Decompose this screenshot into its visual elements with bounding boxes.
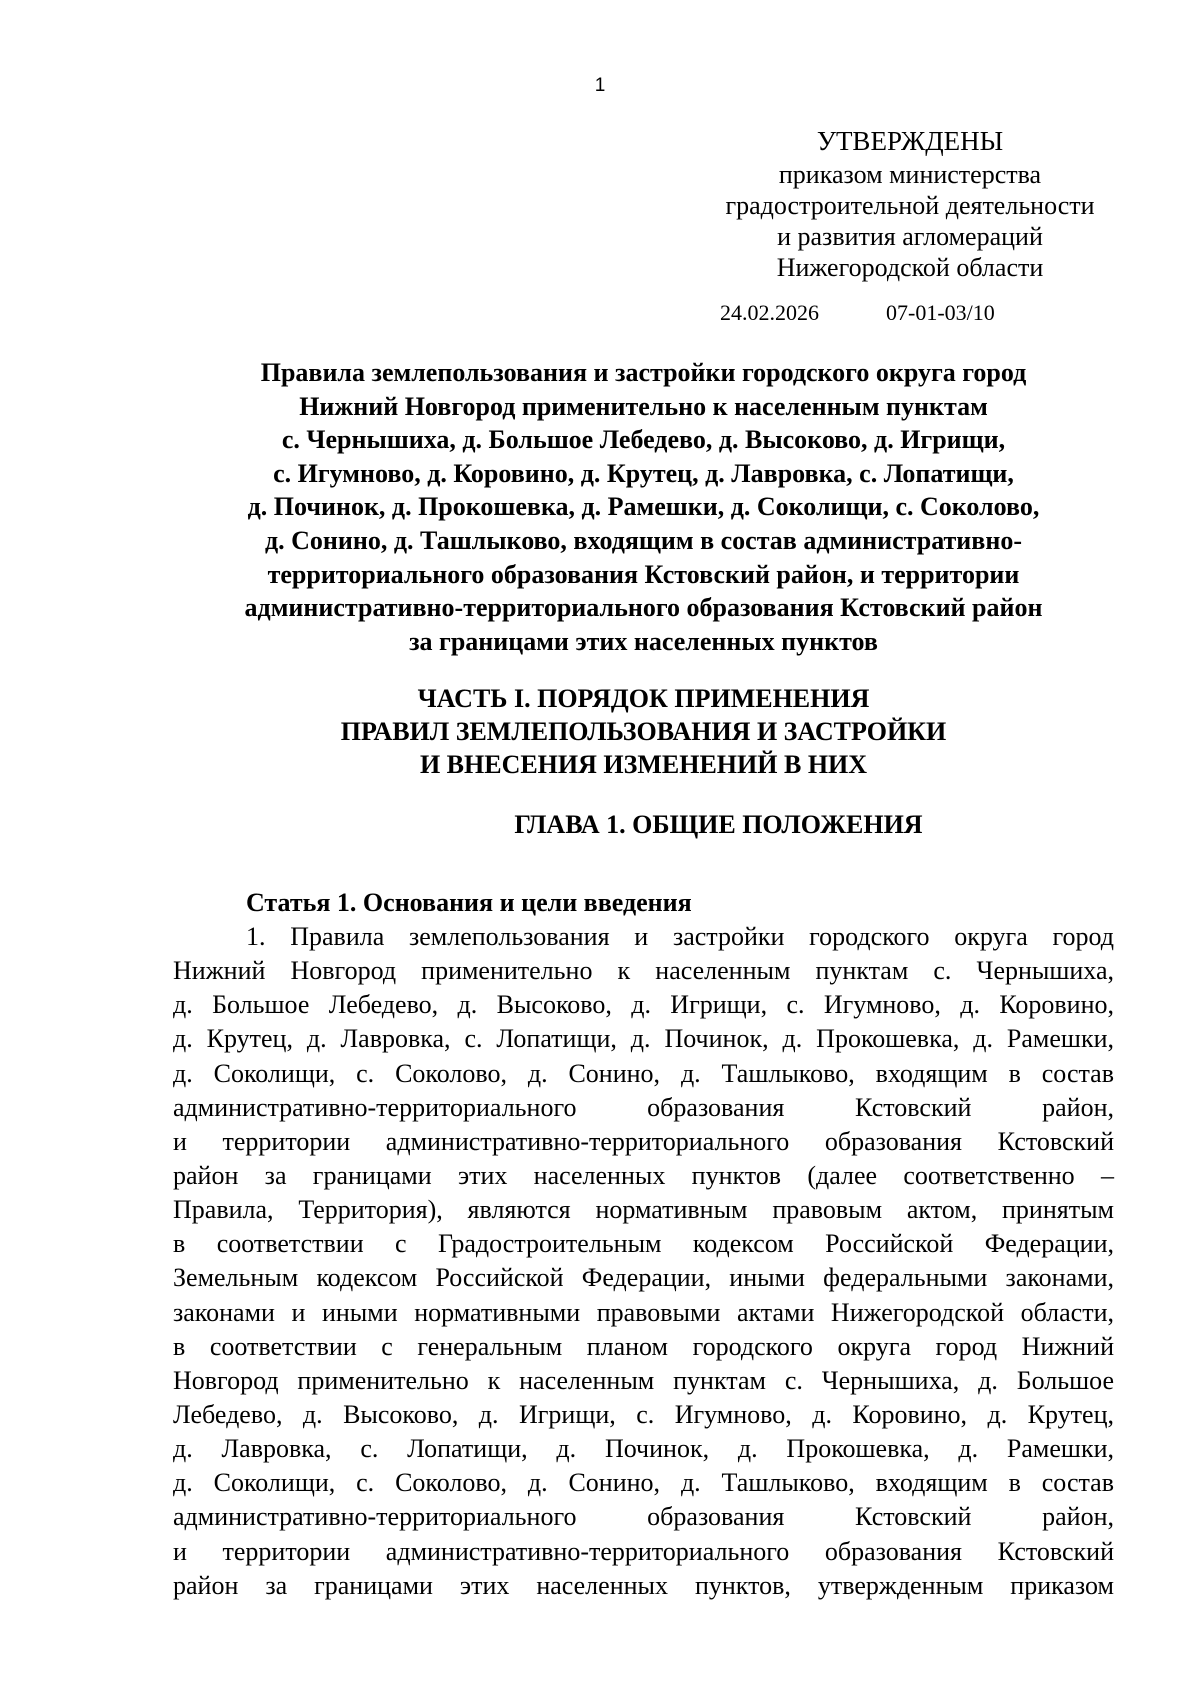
approval-stamp-block [690,126,1130,283]
body-line: д. Лавровка, с. Лопатищи, д. Починок, д. Прокошевка, д. Рамешки, [173,1434,1114,1464]
body-line: 1. Правила землепользования и застройки городского округа город [246,922,1114,951]
page-number: 1 [594,75,606,96]
title-line: с. Чернышиха, д. Большое Лебедево, д. Высоково, д. Игрищи, [281,425,1006,455]
part-heading [170,682,1117,781]
body-line: Правила, Территория), являются нормативным правовым актом, принятым [173,1195,1114,1225]
body-line: административно-территориального образования Кстовский район, [173,1092,1114,1122]
title-line: Нижний Новгород применительно к населенным пунктам [299,391,988,421]
approval-line: градостроительной деятельности [725,191,1095,220]
body-line: д. Соколищи, с. Соколово, д. Сонино, д. Ташлыково, входящим в состав [173,1058,1114,1088]
approval-line: приказом министерства [778,160,1042,189]
title-line: с. Игумново, д. Коровино, д. Крутец, д. Лавровка, с. Лопатищи, [273,458,1014,488]
body-line: законами и иными нормативными правовыми актами Нижегородской области, [173,1297,1114,1327]
body-line: Нижний Новгород применительно к населенным пунктам с. Чернышиха, [173,956,1114,986]
body-line: район за границами этих населенных пунктов (далее соответственно – [173,1160,1114,1190]
approval-line: и развития агломераций [777,222,1043,251]
title-line: за границами этих населенных пунктов [409,626,878,656]
approval-line: Нижегородской области [776,253,1044,282]
body-line: административно-территориального образования Кстовский район, [173,1502,1114,1532]
body-line: район за границами этих населенных пунктов, утвержденным приказом [173,1570,1114,1600]
title-line: д. Сонино, д. Ташлыково, входящим в состав административно- [265,525,1022,555]
title-line: административно-территориального образования Кстовский район [244,593,1043,623]
order-number: 07-01-03/10 [886,300,995,325]
body-line: в соответствии с Градостроительным кодексом Российской Федерации, [173,1229,1114,1259]
title-line: д. Починок, д. Прокошевка, д. Рамешки, д. Соколищи, с. Соколово, [247,492,1040,522]
order-date: 24.02.2026 [720,300,819,325]
part-heading-line: ЧАСТЬ I. ПОРЯДОК ПРИМЕНЕНИЯ [417,684,870,713]
body-line: и территории административно-территориального образования Кстовский [173,1536,1114,1566]
body-line: Лебедево, д. Высоково, д. Игрищи, с. Игумново, д. Коровино, д. Крутец, [173,1399,1114,1429]
body-line: и территории административно-территориального образования Кстовский [173,1126,1114,1156]
approval-meta [720,300,1120,326]
title-line: территориального образования Кстовский район, и территории [267,559,1020,589]
article-body [173,920,1114,1603]
article-heading: Статья 1. Основания и цели введения [246,888,692,917]
approval-heading: УТВЕРЖДЕНЫ [816,126,1004,156]
body-line: д. Крутец, д. Лавровка, с. Лопатищи, д. Починок, д. Прокошевка, д. Рамешки, [173,1024,1114,1054]
chapter-heading: ГЛАВА 1. ОБЩИЕ ПОЛОЖЕНИЯ [514,810,923,839]
part-heading-line: И ВНЕСЕНИЯ ИЗМЕНЕНИЙ В НИХ [419,750,868,779]
body-line: Земельным кодексом Российской Федерации, иными федеральными законами, [173,1263,1114,1293]
body-line: в соответствии с генеральным планом городского округа город Нижний [173,1331,1114,1361]
part-heading-line: ПРАВИЛ ЗЕМЛЕПОЛЬЗОВАНИЯ И ЗАСТРОЙКИ [340,717,947,746]
body-line: Новгород применительно к населенным пунктам с. Чернышиха, д. Большое [173,1365,1114,1395]
title-line: Правила землепользования и застройки городского округа город [260,358,1027,387]
body-line: д. Большое Лебедево, д. Высоково, д. Игрищи, с. Игумново, д. Коровино, [173,990,1114,1020]
body-line: д. Соколищи, с. Соколово, д. Сонино, д. Ташлыково, входящим в состав [173,1468,1114,1498]
document-title [170,356,1117,658]
